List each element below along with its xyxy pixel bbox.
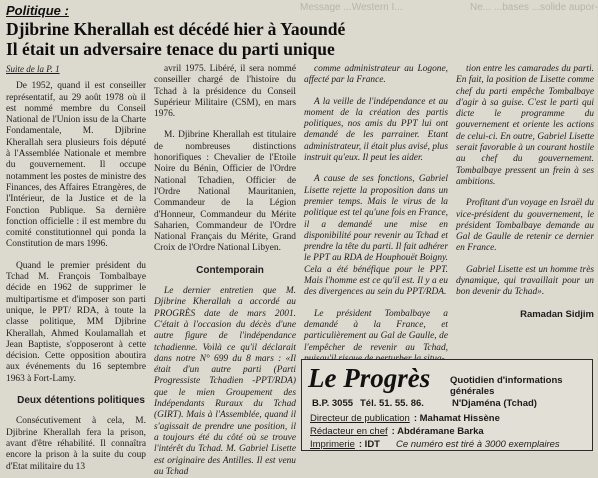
column-1 xyxy=(6,64,146,473)
masthead-title: Le Progrès xyxy=(308,363,431,393)
column-2 xyxy=(154,64,296,478)
paragraph: Consécutivement à cela, M. Djibrine Kherallah fera la prison, avant d'être réhabilité. Il connaîtra encore la prison à la suite du coup d'Etat militaire du 13 xyxy=(6,416,146,472)
masthead-box xyxy=(301,359,593,451)
paragraph: avril 1975. Libéré, il sera nommé conseiller chargé de l'histoire du Tchad à la présidence du Conseil Supérieur Militaire (CSM), en mars 1976. xyxy=(154,64,296,120)
article-headline xyxy=(6,19,446,59)
paragraph-quote: Profitant d'un voyage en Israël du vice-président du gouvernement, le président Tombalbaye demande au Gal de Gaulle de retenir ce dernier en France. xyxy=(456,198,594,254)
director-label: Directeur de publication xyxy=(310,413,410,424)
paragraph-quote: A la veille de l'indépendance et au moment de la création des partis politiques, nos amis du PPT lui ont demandé de les parrainer. Etant administrateur, il était plus avisé, plus instruit qu'eux. Il peut les aider. xyxy=(304,96,448,164)
masthead-address: B.P. 3055 xyxy=(312,398,354,409)
paragraph-quote: Gabriel Lisette est un homme très dynamique, qui travaillait pour un bon devenir du Tchad». xyxy=(456,264,594,298)
masthead-director-row xyxy=(310,413,500,424)
editor-value: : Abdéramane Barka xyxy=(391,426,484,437)
subhead-contemporain: Contemporain xyxy=(196,264,264,276)
masthead-tagline: Quotidien d'informations générales xyxy=(450,375,563,397)
masthead-phone: Tél. 51. 55. 86. xyxy=(360,398,424,409)
column-4 xyxy=(456,64,594,320)
paragraph: De 1952, quand il est conseiller représentatif, au 29 août 1978 où il est nommé membre du Conseil National de l'Union issu de la Charte Fondamentale, M. Djibrine Kherallah sera plusieurs fois député à l'Assemblée Nationale et membre du gouvernement. Il occupe notamment les postes de ministre des Finances, des Affaires Etrangères, de l'Intérieur, de la Justice et de la Fonction Publique. Sa dernière fonction officielle : il est membre du comité constitutionnel qui ponda la Constitution de mars 1996. xyxy=(6,81,146,250)
paragraph-quote: Le dernier entretien que M. Djibrine Kherallah a accordé au PROGRÈS date de mars 2001. C'était à l'occasion du décès d'une autre figure de l'indépendance tchadienne. Voilà ce qu'il déclarait dans notre N° 699 du 8 mars : «Il était d'un autre parti (Parti Progressiste Tchadien -PPT/RDA) que le mien Groupement des Indépendants Ruraux du Tchad (GIRT). Mais à l'Assemblée, quand il s'agissait de prendre une position, il a toujours été du côté où se trouve l'intérêt du Tchad. M. Gabriel Lisette est originaire des Antilles. Il est venu au Tchad xyxy=(154,286,296,477)
paragraph-quote: tion entre les camarades du parti. En fait, la position de Lisette comme chef du parti empêche Tombalbaye d'agir à sa guise. C'est le parti qui dicte le programme du gouvernement et oriente les actions de celui-ci. En outre, Gabriel Lisette serait favorable à un courant hostile au chef du gouvernement. Tombalbaye pressent un frein à ses ambitions. xyxy=(456,64,594,187)
subhead-detentions: Deux détentions politiques xyxy=(17,395,145,407)
paragraph: Quand le premier président du Tchad M. François Tombalbaye décide en 1962 de supprimer le multipartisme et d'imposer son parti unique, le PPT/ RDA, à toute la classe politique, MM Djibrine Kherallah, Ahmed Koulamallah et Jean Baptiste, s'opposeront à cette décision. Cette opposition aboutira aux événements du 16 septembre 1963 à Fort-Lamy. xyxy=(6,260,146,384)
editor-label: Rédacteur en chef xyxy=(310,426,388,437)
printer-value: : IDT xyxy=(358,439,380,450)
author-signature: Ramadan Sidjim xyxy=(520,308,594,320)
masthead-city: N'Djaména (Tchad) xyxy=(452,398,537,409)
printer-label: Imprimerie xyxy=(310,439,355,450)
bleed-through-header-middle: Message ...Western I... xyxy=(300,2,403,13)
masthead-editor-row xyxy=(310,426,484,437)
masthead-printer-row xyxy=(310,439,560,450)
headline-line-1: Djibrine Kherallah est décédé hier à Yaoundé xyxy=(6,19,346,39)
print-run: Ce numéro est tiré à 3000 exemplaires xyxy=(395,439,560,450)
column-3 xyxy=(304,64,448,365)
bleed-through-header-right: Ne... ...bases ...solide aupor- xyxy=(470,2,598,13)
paragraph-quote: Le président Tombalbaye a demandé à la France, et particulièrement au Gal de Gaulle, de l'empêcher de revenir au Tchad, xyxy=(304,308,448,353)
headline-line-2: Il était un adversaire tenace du parti unique xyxy=(6,39,335,59)
director-value: : Mahamat Hissène xyxy=(413,413,500,424)
paragraph-quote: A cause de ses fonctions, Gabriel Lisette rejette la proposition dans un premier temps. Mais le virus de la politique est tel qu'une fois en France, il a demandé une mise en disponibilité pour revenir au Tchad et prendre la tête du parti. Il fait adhérer le PPT au RDA de Houphouët Boigny. Cela a été bénéfique pour le PPT. Mais l'homme est ce qu'il est. Il y a eu des divergences au sein du PPT/RDA. xyxy=(304,174,448,298)
section-kicker: Politique : xyxy=(6,3,69,18)
continued-from-label: Suite de la P. 1 xyxy=(6,64,60,74)
paragraph-quote: comme administrateur au Logone, affecté par la France. xyxy=(304,64,448,86)
paragraph: M. Djibrine Kherallah est titulaire de nombreuses distinctions honorifiques : Chevalier de l'Etoile Noire du Bénin, Officier de l'Ordre National Tchadien, Officier de l'Ordre National Mauritanien, Commandeur de la Légion d'Honneur, Commandeur du Mérite Saharien, Commandeur de l'Ordre National Français du Mérite, Grand Croix de l'Ordre National Libyen. xyxy=(154,130,296,254)
